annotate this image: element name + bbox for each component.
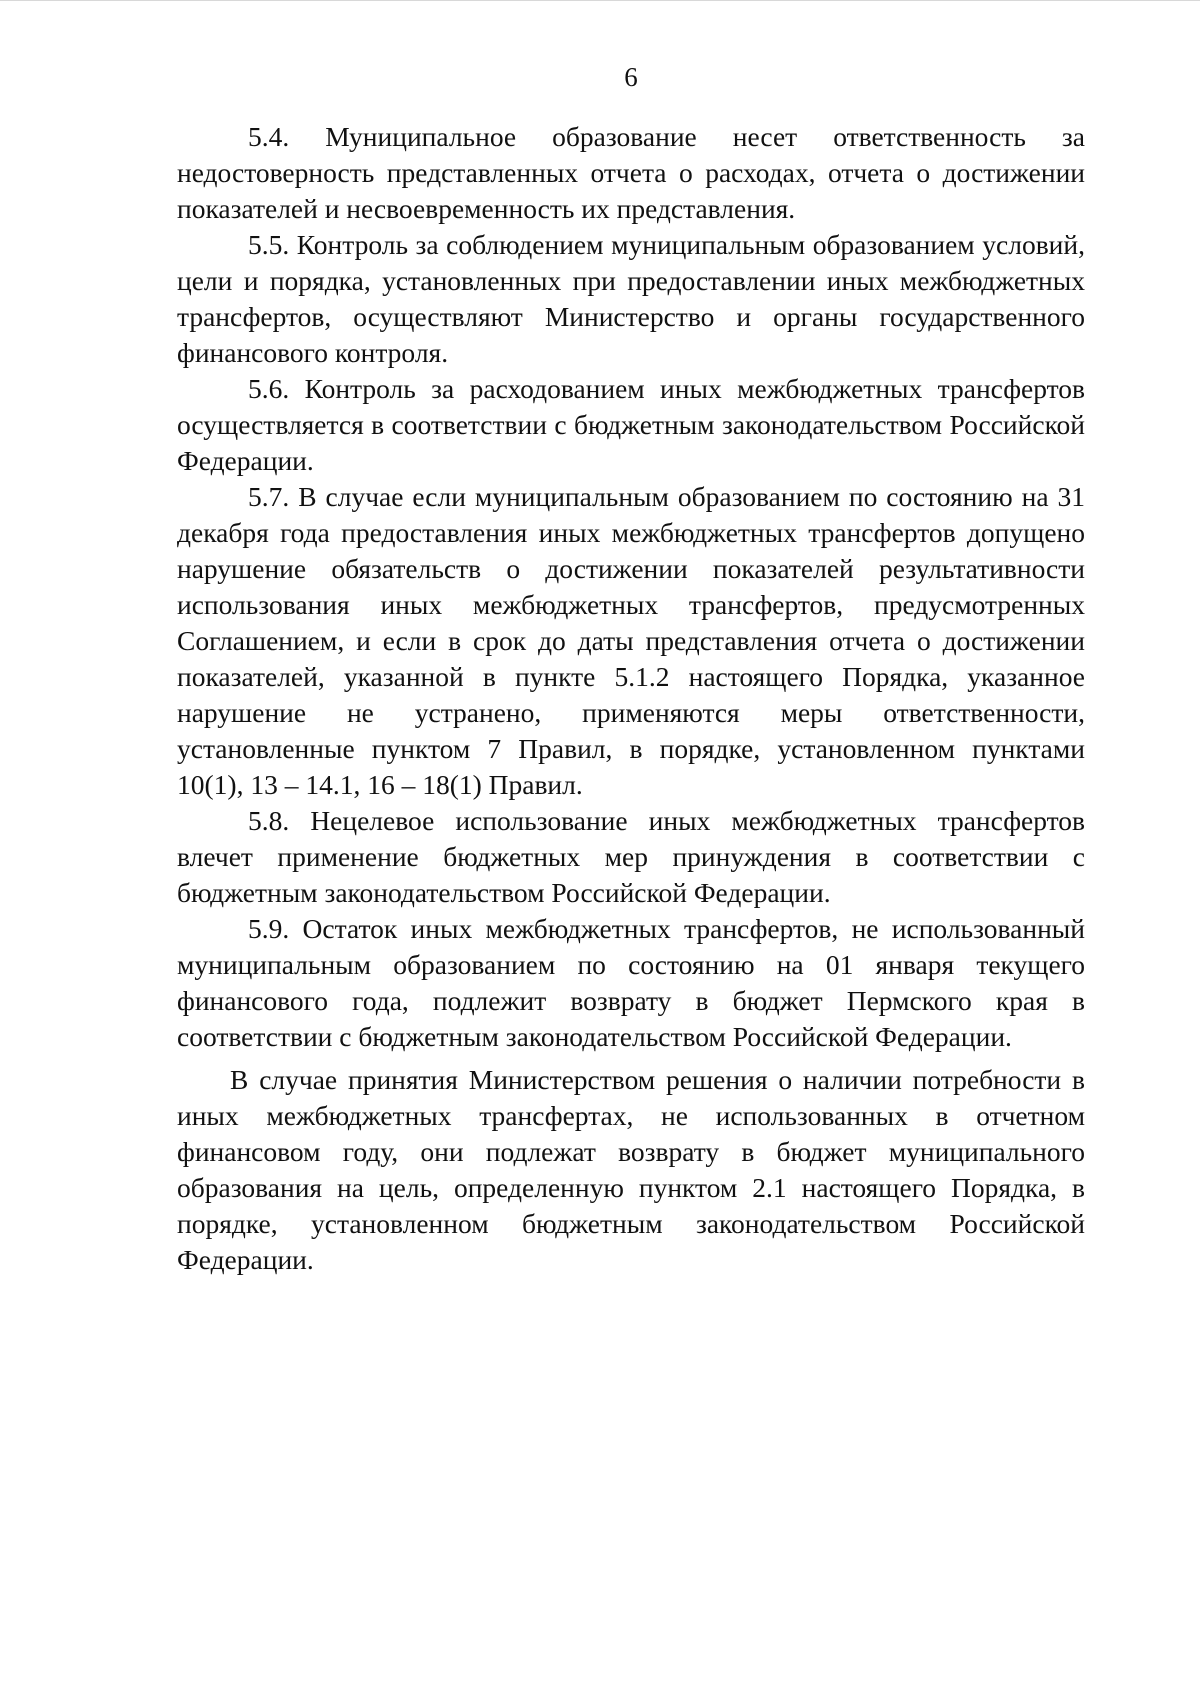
paragraph-5-6: 5.6. Контроль за расходованием иных межбюджетных трансфертов осуществляется в соответствии с бюджетным законодательством Российской Федерации. <box>177 373 1085 476</box>
paragraph-return-clause: В случае принятия Министерством решения о наличии потребности в иных межбюджетных трансфертах, не использованных в отчетном финансовом году, они подлежат возврату в бюджет муниципального образования на цель, определенную пунктом 2.1 настоящего Порядка, в порядке, установленном бюджетным законодательством Российской Федерации. <box>177 1064 1085 1275</box>
paragraph-5-4: 5.4. Муниципальное образование несет ответственность за недостоверность представленных отчета о расходах, отчета о достижении показателей и несвоевременность их представления. <box>177 121 1085 224</box>
paragraph-5-7: 5.7. В случае если муниципальным образованием по состоянию на 31 декабря года предоставления иных межбюджетных трансфертов допущено нарушение обязательств о достижении показателей результативности использования иных межбюджетных трансфертов, предусмотренных Соглашением, и если в срок до даты представления отчета о достижении показателей, указанной в пункте 5.1.2 настоящего Порядка, указанное нарушение не устранено, применяются меры ответственности, установленные пунктом 7 Правил, в порядке, установленном пунктами 10(1), 13 – 14.1, 16 – 18(1) Правил. <box>177 481 1085 800</box>
paragraph-5-8: 5.8. Нецелевое использование иных межбюджетных трансфертов влечет применение бюджетных мер принуждения в соответствии с бюджетным законодательством Российской Федерации. <box>177 805 1085 908</box>
paragraph-5-5: 5.5. Контроль за соблюдением муниципальным образованием условий, цели и порядка, установленных при предоставлении иных межбюджетных трансфертов, осуществляют Министерство и органы государственного финансового контроля. <box>177 229 1085 368</box>
page-number: 6 <box>624 62 638 92</box>
paragraph-5-9: 5.9. Остаток иных межбюджетных трансфертов, не использованный муниципальным образованием по состоянию на 01 января текущего финансового года, подлежит возврату в бюджет Пермского края в соответствии с бюджетным законодательством Российской Федерации. <box>177 913 1085 1052</box>
document-body <box>177 119 1085 1278</box>
